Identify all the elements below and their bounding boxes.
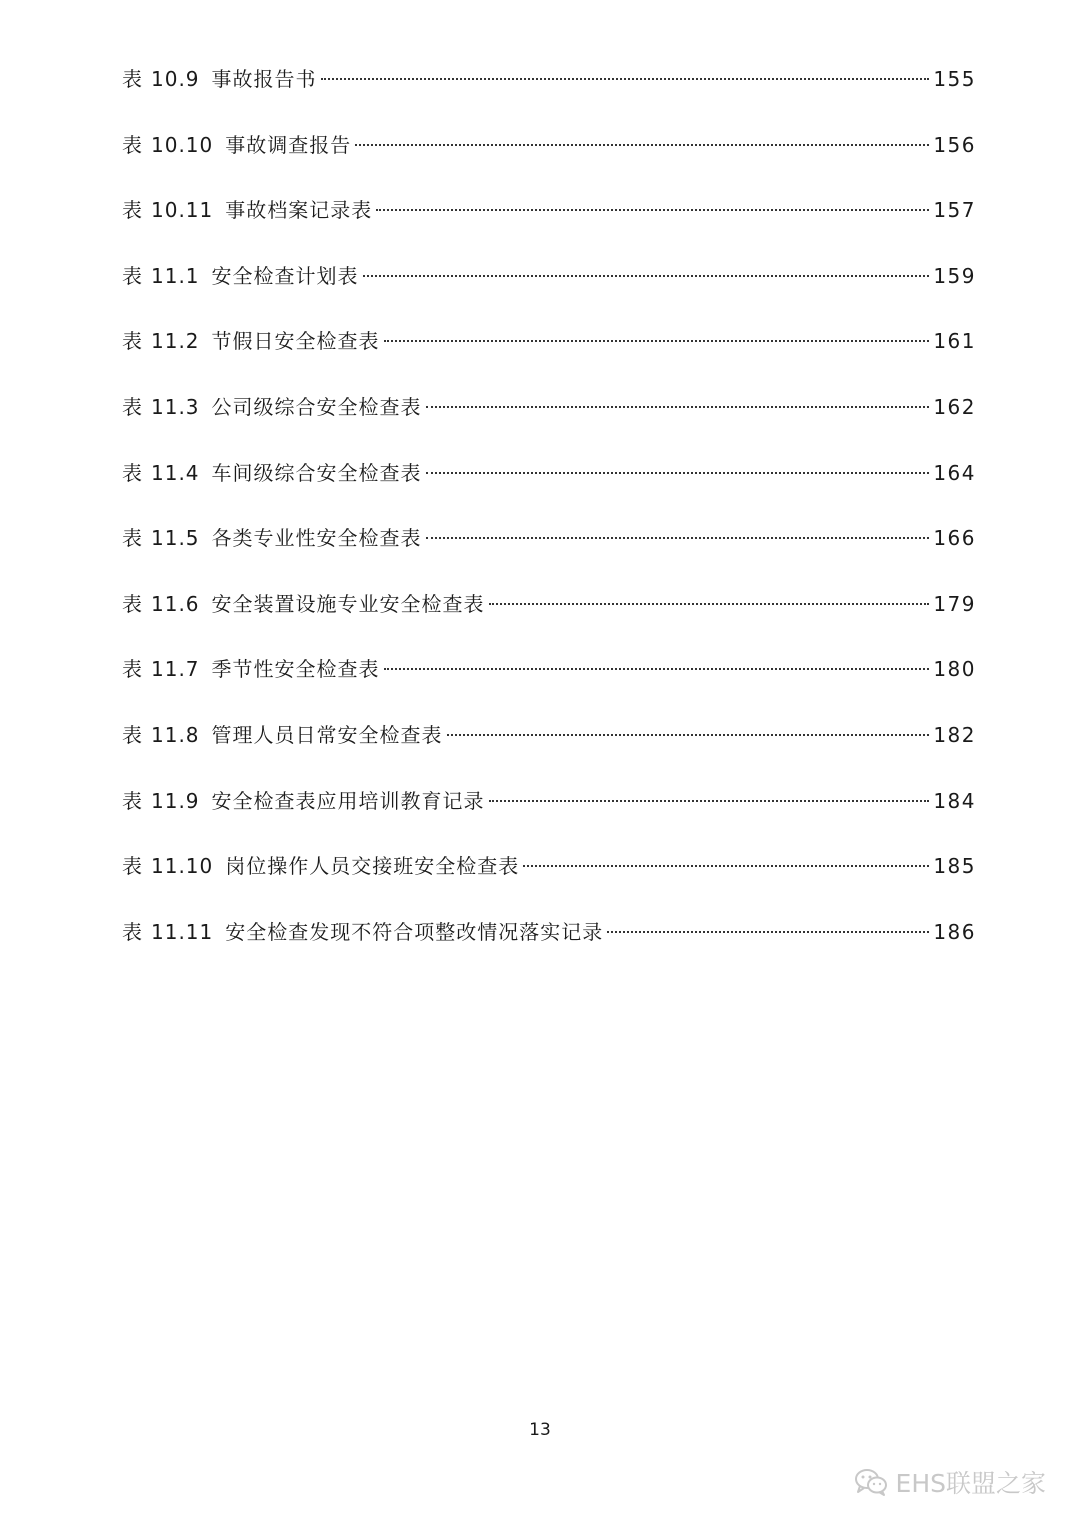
toc-entry-label [122,58,317,100]
toc-entry-number: 10.9 [151,67,200,91]
toc-entry [122,780,976,846]
toc-entry-prefix: 表 [122,460,143,485]
toc-entry-prefix: 表 [122,788,143,813]
toc-entry-page: 185 [933,854,976,879]
toc-dot-leader [426,406,930,408]
toc-entry-title: 车间级综合安全检查表 [211,460,422,485]
toc-entry-label [122,845,519,887]
toc-entry-label [122,517,422,559]
toc-dot-leader [489,800,930,802]
toc-entry-label [122,583,485,625]
toc-entry-label [122,255,359,297]
toc-entry-label [122,911,603,953]
watermark-text: EHS联盟之家 [895,1469,1046,1498]
toc-entry-number: 11.5 [151,526,200,551]
toc-entry-label [122,124,351,166]
toc-entry-page: 162 [933,394,976,419]
toc-entry-number: 11.3 [151,394,200,419]
toc-dot-leader [426,472,930,474]
toc-entry-page: 180 [933,657,976,682]
toc-dot-leader [426,537,930,539]
watermark [854,1464,1046,1500]
toc-entry [122,452,976,518]
toc-entry-page: 161 [933,329,976,354]
toc-entry-prefix: 表 [122,854,143,879]
toc-entry-prefix: 表 [122,67,143,91]
toc-dot-leader [355,144,929,146]
toc-entry [122,845,976,911]
toc-entry-label [122,386,422,428]
toc-entry-title: 安全检查表应用培训教育记录 [211,788,485,813]
toc-dot-leader [489,603,930,605]
toc-entry-prefix: 表 [122,591,143,616]
toc-entry [122,583,976,649]
toc-entry-title: 各类专业性安全检查表 [211,526,422,551]
toc-entry-label [122,189,372,231]
toc-entry-number: 11.8 [151,722,200,747]
toc-entry-page: 156 [933,132,976,157]
toc-dot-leader [523,865,929,867]
toc-entry-page: 166 [933,526,976,551]
toc-entry-title: 事故调查报告 [225,132,352,157]
toc-entry [122,648,976,714]
toc-dot-leader [384,340,930,342]
toc-entry [122,320,976,386]
wechat-icon [854,1467,888,1497]
toc-entry-prefix: 表 [122,526,143,551]
toc-entry-title: 事故档案记录表 [225,198,373,223]
toc-entry-title: 公司级综合安全检查表 [211,394,422,419]
toc-entry-page: 184 [933,788,976,813]
toc-entry-page: 182 [933,722,976,747]
toc-entry-number: 11.2 [151,329,200,354]
toc-entry-title: 管理人员日常安全检查表 [211,722,443,747]
toc-entry-label [122,452,422,494]
toc-entry-prefix: 表 [122,132,143,157]
toc-entry-label [122,648,380,690]
toc-entry [122,714,976,780]
toc-entry-label [122,714,443,756]
toc-entry-label [122,780,485,822]
toc-dot-leader [321,78,930,80]
toc-entry-prefix: 表 [122,198,143,223]
toc-dot-leader [447,734,930,736]
toc-entry-prefix: 表 [122,919,143,944]
toc-entry [122,124,976,190]
toc-entry [122,189,976,255]
toc-entry-prefix: 表 [122,657,143,682]
toc-dot-leader [363,275,930,277]
toc-entry-title: 安全装置设施专业安全检查表 [211,591,485,616]
toc-entry-title: 安全检查计划表 [211,263,359,288]
toc-entry-number: 10.11 [151,198,214,223]
toc-entry-title: 节假日安全检查表 [211,329,380,354]
toc-entry-number: 11.1 [151,263,200,288]
toc-entry [122,255,976,321]
toc-entry-title: 岗位操作人员交接班安全检查表 [225,854,520,879]
toc-entry-page: 159 [933,263,976,288]
toc-entry-number: 10.10 [151,132,214,157]
toc-entry-prefix: 表 [122,329,143,354]
toc-entry-page: 164 [933,460,976,485]
toc-entry-number: 11.11 [151,919,214,944]
page-number: 13 [529,1420,551,1440]
toc-entry-prefix: 表 [122,722,143,747]
toc-dot-leader [376,209,929,211]
toc-entry-label [122,320,380,362]
toc-entry-number: 11.4 [151,460,200,485]
toc-entry [122,517,976,583]
toc-entry-number: 11.6 [151,591,200,616]
toc-dot-leader [607,931,929,933]
toc-dot-leader [384,668,930,670]
toc-entry-prefix: 表 [122,394,143,419]
toc-entry-page: 179 [933,591,976,616]
toc-entry [122,58,976,124]
toc-entry-prefix: 表 [122,263,143,288]
toc-entry-page: 157 [933,198,976,223]
toc-entry-number: 11.7 [151,657,200,682]
toc-entry-title: 季节性安全检查表 [211,657,380,682]
toc-entry-number: 11.9 [151,788,200,813]
table-of-contents [122,58,976,976]
toc-entry-page: 186 [933,919,976,944]
toc-entry-page: 155 [933,67,976,91]
toc-entry-number: 11.10 [151,854,214,879]
toc-entry [122,911,976,977]
toc-entry-title: 事故报告书 [211,67,317,91]
toc-entry-title: 安全检查发现不符合项整改情况落实记录 [225,919,604,944]
toc-entry [122,386,976,452]
